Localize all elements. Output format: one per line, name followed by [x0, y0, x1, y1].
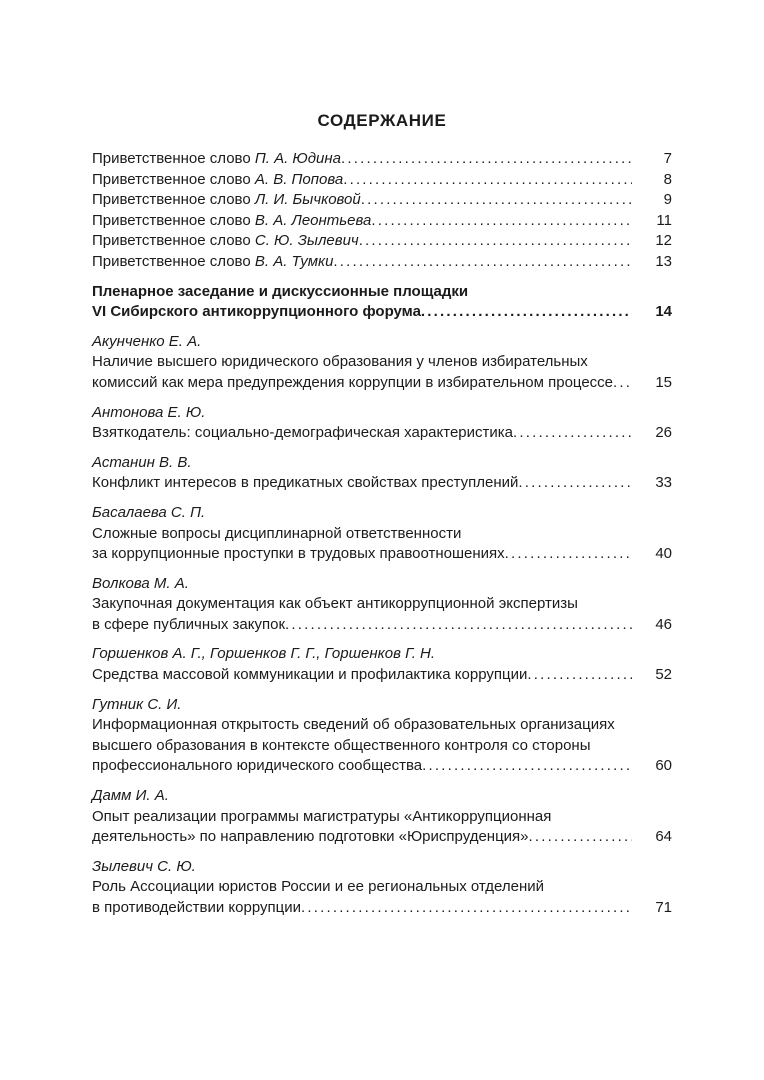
- toc-row-text: [92, 211, 371, 232]
- entry-authors: Астанин В. В.: [92, 453, 192, 471]
- toc-entry: [92, 453, 672, 494]
- entry-last-row: [92, 615, 672, 636]
- greeting-prefix: Приветственное слово: [92, 252, 251, 270]
- entry-title-end: комиссий как мера предупреждения коррупции в избирательном процессе: [92, 373, 614, 391]
- greeting-name: Л. И. Бычковой: [254, 191, 361, 209]
- page-number: 71: [655, 899, 672, 916]
- toc-list: [92, 149, 672, 919]
- toc-entry: [92, 332, 672, 394]
- entry-title-line: Закупочная документация как объект антикоррупционной экспертизы: [92, 595, 578, 613]
- page-number: 11: [656, 211, 672, 229]
- page-number: 9: [663, 191, 672, 209]
- entry-authors: Горшенков А. Г., Горшенков Г. Г., Горшенков Г. Н.: [92, 645, 436, 663]
- dot-leader: [613, 373, 632, 394]
- entry-title-line: Роль Ассоциации юристов России и ее региональных отделений: [92, 878, 545, 896]
- greeting-prefix: Приветственное слово: [92, 211, 251, 229]
- page-number: 12: [655, 232, 672, 250]
- entry-title-end: профессионального юридического сообщества: [92, 757, 423, 775]
- toc-row-text: [92, 170, 343, 191]
- page-number: 15: [655, 373, 672, 391]
- entry-title-line: высшего образования в контексте общественного контроля со стороны: [92, 736, 591, 754]
- entry-last-row: [92, 373, 672, 394]
- entry-last-row: [92, 898, 672, 919]
- dot-leader: [341, 149, 632, 170]
- toc-row-text: [92, 190, 361, 211]
- toc-row-greeting: [92, 211, 672, 232]
- greeting-name: П. А. Юдина: [254, 150, 341, 167]
- entry-authors: Акунченко Е. А.: [92, 332, 202, 350]
- entry-title-line: Опыт реализации программы магистратуры «Антикоррупционная: [92, 807, 552, 825]
- greeting-name: С. Ю. Зылевич: [254, 232, 359, 250]
- page-number: 40: [655, 545, 672, 563]
- toc-row-greeting: [92, 190, 672, 211]
- entry-title-end: VI Сибирского антикоррупционного форума: [92, 303, 421, 321]
- entry-authors: Антонова Е. Ю.: [92, 403, 206, 421]
- toc-entry: [92, 857, 672, 919]
- entry-last-row: [92, 302, 672, 323]
- dot-leader: [422, 756, 632, 777]
- entry-title-end: за коррупционные проступки в трудовых правоотношениях: [92, 545, 505, 563]
- entry-last-row: [92, 423, 672, 444]
- entry-title-end: в сфере публичных закупок: [92, 615, 286, 633]
- entry-authors: Волкова М. А.: [92, 574, 189, 592]
- entry-authors: Гутник С. И.: [92, 695, 182, 713]
- toc-row-text: [92, 231, 359, 252]
- entry-title-end: Взяткодатель: социально-демографическая характеристика: [92, 424, 513, 442]
- dot-leader: [359, 231, 632, 252]
- entry-title-line: Информационная открытость сведений об образовательных организациях: [92, 716, 615, 734]
- page-number: 33: [655, 474, 672, 492]
- dot-leader: [527, 665, 632, 686]
- page-number: 46: [655, 615, 672, 633]
- entry-title-end: Конфликт интересов в предикатных свойствах преступлений: [92, 474, 519, 492]
- toc-entry: [92, 644, 672, 685]
- entry-title-line: Пленарное заседание и дискуссионные площадки: [92, 282, 469, 300]
- toc-row-greeting: [92, 170, 672, 191]
- entry-last-row: [92, 665, 672, 686]
- entry-title-end: в противодействии коррупции: [92, 899, 301, 916]
- page-number: 60: [655, 757, 672, 775]
- entry-last-row: [92, 473, 672, 494]
- dot-leader: [505, 544, 632, 565]
- entry-authors: Дамм И. А.: [92, 787, 169, 805]
- toc-entry-plenary: [92, 282, 672, 323]
- page-number: 64: [655, 828, 672, 846]
- dot-leader: [529, 827, 632, 848]
- entry-title-end: деятельность» по направлению подготовки «Юриспруденция»: [92, 828, 529, 846]
- dot-leader: [361, 190, 632, 211]
- page-number: 8: [663, 170, 672, 188]
- entry-last-row: [92, 544, 672, 565]
- entry-last-row: [92, 756, 672, 777]
- dot-leader: [301, 898, 632, 919]
- toc-entry: [92, 503, 672, 565]
- greeting-name: В. А. Леонтьева: [254, 211, 372, 229]
- dot-leader: [513, 423, 632, 444]
- toc-entry: [92, 574, 672, 636]
- page-title: СОДЕРЖАНИЕ: [317, 111, 447, 130]
- greeting-prefix: Приветственное слово: [92, 170, 251, 188]
- greeting-prefix: Приветственное слово: [92, 150, 251, 167]
- entry-title-line: Сложные вопросы дисциплинарной ответственности: [92, 524, 462, 542]
- toc-row-greeting: [92, 231, 672, 252]
- entry-authors: Зылевич С. Ю.: [92, 857, 196, 875]
- dot-leader: [343, 170, 632, 191]
- dot-leader: [518, 473, 632, 494]
- toc-row-text: [92, 252, 333, 273]
- dot-leader: [333, 252, 632, 273]
- toc-entry: [92, 695, 672, 777]
- page-number: 13: [655, 252, 672, 270]
- page-number: 52: [655, 666, 672, 684]
- greeting-name: В. А. Тумки: [254, 252, 334, 270]
- dot-leader: [421, 302, 632, 323]
- dot-leader: [285, 615, 632, 636]
- toc-entry: [92, 786, 672, 848]
- dot-leader: [371, 211, 632, 232]
- greeting-name: А. В. Попова: [254, 170, 344, 188]
- entry-title-end: Средства массовой коммуникации и профилактика коррупции: [92, 666, 528, 684]
- page-number: 26: [655, 424, 672, 442]
- page-number: 7: [663, 150, 672, 167]
- entry-authors: Басалаева С. П.: [92, 503, 206, 521]
- entry-last-row: [92, 827, 672, 848]
- toc-row-greeting: [92, 149, 672, 170]
- toc-entry: [92, 403, 672, 444]
- toc-row-greeting: [92, 252, 672, 273]
- greeting-prefix: Приветственное слово: [92, 191, 251, 209]
- page-number: 14: [655, 303, 672, 321]
- entry-title-line: Наличие высшего юридического образования у членов избирательных: [92, 353, 588, 371]
- greeting-prefix: Приветственное слово: [92, 232, 251, 250]
- toc-row-text: [92, 149, 341, 170]
